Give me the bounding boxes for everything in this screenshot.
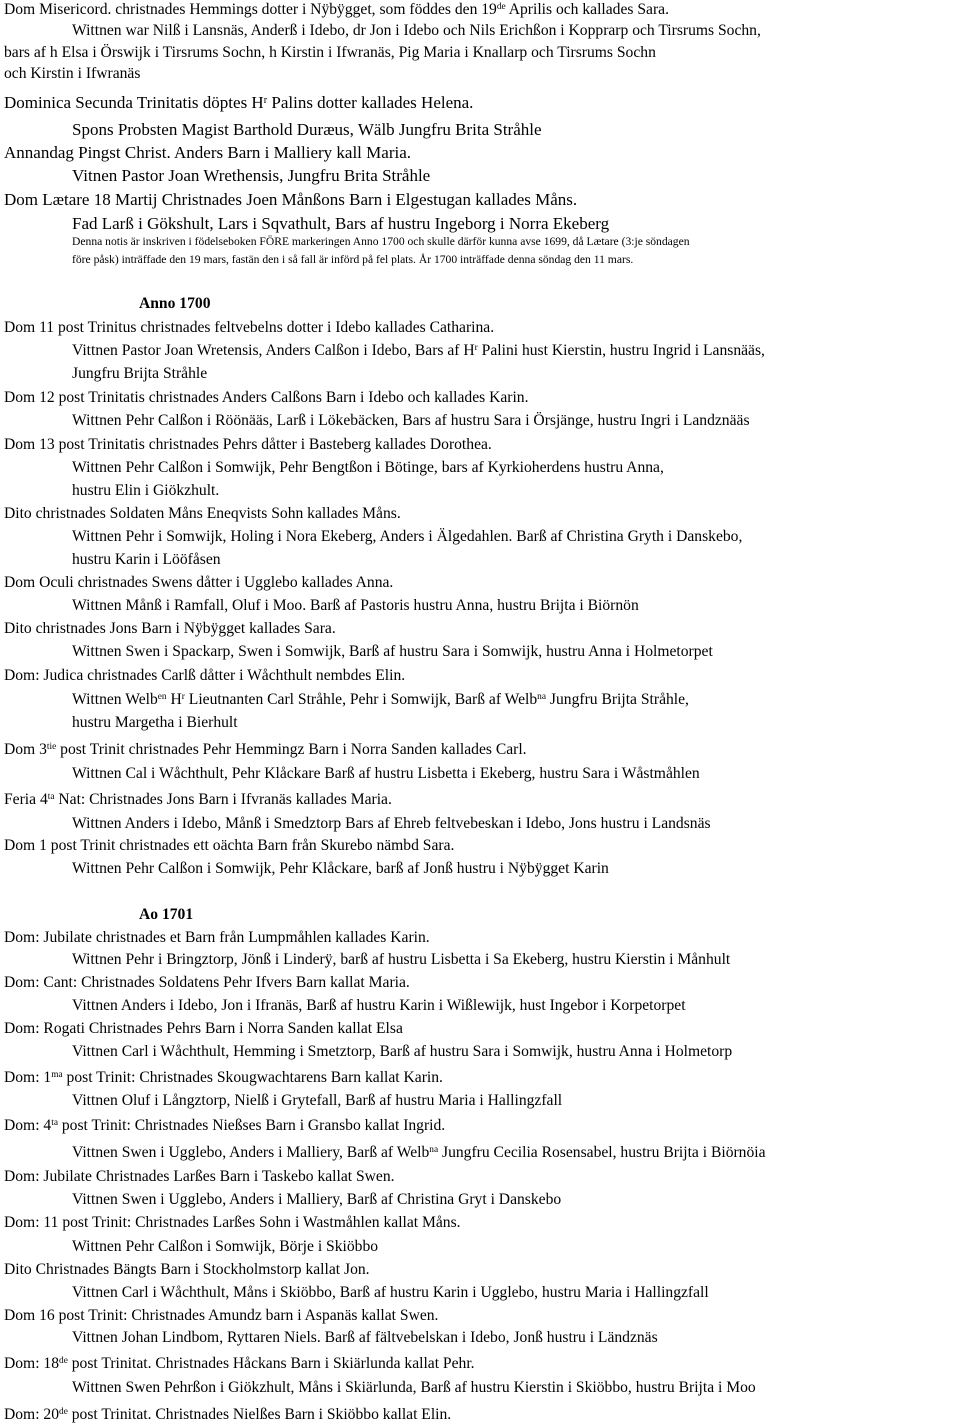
superscript: de (496, 2, 506, 13)
record-line (4, 1167, 395, 1187)
witness-line (72, 120, 542, 140)
line-text: Palini hust Kierstin, hustru Ingrid i Lansnääs, (477, 342, 765, 359)
line-text: Dito christnades Jons Barn i Nÿbÿgget kallades Sara. (4, 620, 336, 637)
record-line (4, 318, 494, 338)
witness-line (72, 859, 609, 879)
line-text: Dom: 1 (4, 1069, 52, 1086)
line-text: hustru Margetha i Bierhult (72, 714, 238, 731)
line-text: Dom 16 post Trinit: Christnades Amundz barn i Aspanäs kallat Swen. (4, 1307, 439, 1324)
line-text: hustru Elin i Giökzhult. (72, 482, 220, 499)
witness-line (72, 1190, 561, 1210)
line-text: Wittnen Swen Pehrßon i Giökzhult, Måns i Skiärlunda, Barß af hustru Kierstin i Skiöbbo, hustru Brijta i Moo (72, 1379, 756, 1396)
line-text: och Kirstin i Ifwranäs (4, 65, 141, 82)
line-text: Wittnen Pehr Calßon i Somwijk, Börje i Skiöbbo (72, 1238, 379, 1255)
witness-line (72, 690, 689, 710)
line-text: Dom Lætare 18 Martij Christnades Joen Månßons Barn i Elgestugan kallades Måns. (4, 190, 578, 209)
line-text: Wittnen Anders i Idebo, Månß i Smedztorp Bars af Ehreb feltvebeskan i Idebo, Jons hustru i Landsnäs (72, 815, 711, 832)
line-text: Dom: Jubilate Christnades Larßes Barn i Taskebo kallat Swen. (4, 1168, 395, 1185)
record-line (4, 504, 401, 524)
line-text: Dom 1 post Trinit christnades ett oächta Barn från Skurebo nämbd Sara. (4, 837, 455, 854)
line-text: Spons Probsten Magist Barthold Duræus, Wälb Jungfru Brita Stråhle (72, 120, 542, 139)
witness-line (72, 214, 609, 234)
record-line (4, 93, 473, 113)
witness-line (72, 364, 207, 384)
line-text: Vittnen Swen i Ugglebo, Anders i Malliery, Barß af Welb (72, 1144, 430, 1161)
line-text: Dom: Jubilate christnades et Barn från Lumpmåhlen kallades Karin. (4, 929, 430, 946)
line-text: Ao 1701 (139, 906, 194, 923)
witness-line (72, 1237, 378, 1257)
witness-line (72, 642, 713, 662)
line-text: Vittnen Carl i Wåchthult, Måns i Skiöbbo, Barß af hustru Karin i Ugglebo, hustru Maria i Hallingzfall (72, 1284, 709, 1301)
line-text: Fad Larß i Gökshult, Lars i Sqvathult, Bars af hustru Ingeborg i Norra Ekeberg (72, 214, 610, 233)
superscript: ta (47, 792, 55, 803)
record-line (4, 666, 405, 686)
line-text: Dom Oculi christnades Swens dåtter i Ugglebo kallades Anna. (4, 574, 394, 591)
witness-line (72, 1328, 658, 1348)
record-line (4, 790, 392, 810)
line-text: Vittnen Johan Lindbom, Ryttaren Niels. Barß af fältvebelskan i Idebo, Jonß hustru i Ländznäs (72, 1329, 658, 1346)
superscript: ma (51, 1070, 63, 1081)
note-line (72, 253, 633, 267)
witness-line (72, 1042, 732, 1062)
line-text: Dom: Rogati Christnades Pehrs Barn i Norra Sanden kallat Elsa (4, 1020, 403, 1037)
line-text: Dom: Judica christnades Carlß dåtter i Wåchthult nembdes Elin. (4, 667, 406, 684)
year-heading (139, 905, 193, 925)
record-line (4, 619, 336, 639)
superscript: ta (51, 1118, 58, 1129)
superscript: de (59, 1356, 68, 1367)
line-text: H (166, 691, 182, 708)
line-text: före påsk) inträffade den 19 mars, fastän den i så fall är införd på fel plats. År 1700 inträffade denna söndag den 11 mars. (72, 253, 634, 266)
line-text: Wittnen Welb (72, 691, 158, 708)
record-line (4, 143, 411, 163)
record-line (4, 1019, 403, 1039)
record-line (4, 1306, 438, 1326)
superscript: na (429, 1145, 439, 1156)
witness-line (72, 1091, 562, 1111)
line-text: Dito christnades Soldaten Måns Eneqvists Sohn kallades Måns. (4, 505, 401, 522)
witness-line (72, 1378, 756, 1398)
line-text: post Trinit: Christnades Skougwachtarens Barn kallat Karin. (62, 1069, 443, 1086)
record-line (4, 836, 454, 856)
record-line (4, 1260, 370, 1280)
superscript: na (537, 692, 547, 703)
line-text: Anno 1700 (139, 295, 211, 312)
line-text: Denna notis är inskriven i födelseboken FÖRE markeringen Anno 1700 och skulle därför kunna avse 1699, då Lætare (3:je söndagen (72, 235, 690, 248)
line-text: Dominica Secunda Trinitatis döptes H (4, 93, 264, 112)
record-line (4, 740, 527, 760)
superscript: r (181, 692, 185, 703)
record-line (4, 1116, 445, 1136)
witness-line (72, 713, 238, 733)
line-text: Wittnen war Nilß i Lansnäs, Anderß i Idebo, dr Jon i Idebo och Nils Erichßon i Kopprarp och Tirsrums Sochn, (72, 22, 761, 39)
witness-line (72, 814, 711, 834)
line-text: Dom: 4 (4, 1117, 52, 1134)
line-text: Wittnen Pehr i Somwijk, Holing i Nora Ekeberg, Anders i Älgedahlen. Barß af Christina Gryth i Danskebo, (72, 528, 743, 545)
line-text: post Trinitat. Christnades Nielßes Barn i Skiöbbo kallat Elin. (67, 1406, 452, 1423)
record-line (4, 388, 529, 408)
witness-line (72, 21, 761, 41)
line-text: Vittnen Anders i Idebo, Jon i Ifranäs, Barß af hustru Karin i Wißlewijk, hust Ingebor i Korpetorpet (72, 997, 686, 1014)
record-line (4, 0, 669, 20)
line-text: hustru Karin i Lööfåsen (72, 551, 221, 568)
line-text: Dom: 20 (4, 1406, 60, 1423)
line-text: Vittnen Pastor Joan Wretensis, Anders Calßon i Idebo, Bars af H (72, 342, 475, 359)
line-text: Vittnen Swen i Ugglebo, Anders i Malliery, Barß af Christina Gryt i Danskebo (72, 1191, 562, 1208)
witness-line (72, 166, 430, 186)
line-text: Dom Misericord. christnades Hemmings dotter i Nÿbÿgget, som föddes den 19 (4, 1, 497, 18)
line-text: Wittnen Pehr Calßon i Röönääs, Larß i Lökebäcken, Bars af hustru Sara i Örsjänge, hustru Ingri i Landznääs (72, 412, 750, 429)
superscript: de (59, 1407, 68, 1418)
witness-line (72, 550, 221, 570)
line-text: Dom: 18 (4, 1355, 60, 1372)
superscript: en (157, 692, 167, 703)
line-text: Jungfru Brijta Stråhle (72, 365, 208, 382)
line-text: Vittnen Oluf i Långztorp, Nielß i Grytefall, Barß af hustru Maria i Hallingzfall (72, 1092, 563, 1109)
record-line (4, 1213, 461, 1233)
line-text: post Trinit christnades Pehr Hemmingz Barn i Norra Sanden kallades Carl. (56, 741, 527, 758)
witness-line (72, 996, 686, 1016)
line-text: Lieutnanten Carl Stråhle, Pehr i Somwijk, Barß af Welb (184, 691, 538, 708)
record-line (4, 573, 393, 593)
line-text: Dom: 11 post Trinit: Christnades Larßes Sohn i Wastmåhlen kallat Måns. (4, 1214, 461, 1231)
record-line (4, 1354, 475, 1374)
line-text: Jungfru Cecilia Rosensabel, hustru Brijta i Biörnöia (438, 1144, 766, 1161)
witness-line (4, 43, 656, 63)
witness-line (72, 527, 742, 547)
line-text: Dito Christnades Bängts Barn i Stockholmstorp kallat Jon. (4, 1261, 370, 1278)
line-text: Wittnen Swen i Spackarp, Swen i Somwijk, Barß af hustru Sara i Somwijk, hustru Anna i Holmetorpet (72, 643, 713, 660)
superscript: r (474, 343, 478, 354)
record-line (4, 190, 577, 210)
line-text: Dom 12 post Trinitatis christnades Anders Calßons Barn i Idebo och kallades Karin. (4, 389, 529, 406)
witness-line (72, 596, 639, 616)
line-text: Palins dotter kallades Helena. (267, 93, 474, 112)
witness-line (72, 1283, 709, 1303)
line-text: Feria 4 (4, 791, 48, 808)
line-text: Dom 13 post Trinitatis christnades Pehrs dåtter i Basteberg kallades Dorothea. (4, 436, 492, 453)
line-text: post Trinitat. Christnades Håckans Barn i Skiärlunda kallat Pehr. (67, 1355, 475, 1372)
line-text: Aprilis och kallades Sara. (505, 1, 669, 18)
witness-line (72, 341, 765, 361)
line-text: Dom 3 (4, 741, 47, 758)
witness-line (72, 458, 664, 478)
year-heading (139, 294, 211, 314)
line-text: Wittnen Pehr Calßon i Somwijk, Pehr Bengtßon i Bötinge, bars af Kyrkioherdens hustru Anna, (72, 459, 664, 476)
line-text: Dom 11 post Trinitus christnades feltvebelns dotter i Idebo kallades Catharina. (4, 319, 495, 336)
line-text: Dom: Cant: Christnades Soldatens Pehr Ifvers Barn kallat Maria. (4, 974, 410, 991)
line-text: Vittnen Carl i Wåchthult, Hemming i Smetztorp, Barß af hustru Sara i Somwijk, hustru Anna i Holmetorp (72, 1043, 733, 1060)
line-text: Wittnen Pehr Calßon i Somwijk, Pehr Klåckare, barß af Jonß hustru i Nÿbÿgget Karin (72, 860, 609, 877)
record-line (4, 928, 430, 948)
line-text: Jungfru Brijta Stråhle, (546, 691, 689, 708)
superscript: r (263, 94, 268, 106)
line-text: post Trinit: Christnades Nießses Barn i Gransbo kallat Ingrid. (57, 1117, 446, 1134)
record-line (4, 1405, 451, 1425)
line-text: Annandag Pingst Christ. Anders Barn i Malliery kall Maria. (4, 143, 411, 162)
record-line (4, 1068, 443, 1088)
line-text: bars af h Elsa i Örswijk i Tirsrums Sochn, h Kirstin i Ifwranäs, Pig Maria i Knallarp och Tirsrums Sochn (4, 44, 656, 61)
superscript: tie (46, 742, 57, 753)
witness-line (4, 64, 140, 84)
line-text: Vitnen Pastor Joan Wrethensis, Jungfru Brita Stråhle (72, 166, 431, 185)
line-text: Wittnen Pehr i Bringztorp, Jönß i Linderÿ, barß af hustru Lisbetta i Sa Ekeberg, hustru Kierstin i Månhult (72, 951, 731, 968)
witness-line (72, 764, 700, 784)
witness-line (72, 411, 750, 431)
witness-line (72, 481, 219, 501)
witness-line (72, 1143, 766, 1163)
record-line (4, 973, 410, 993)
line-text: Wittnen Cal i Wåchthult, Pehr Klåckare Barß af hustru Lisbetta i Ekeberg, hustru Sara i Wåstmåhlen (72, 765, 700, 782)
witness-line (72, 950, 730, 970)
note-line (72, 235, 690, 249)
record-line (4, 435, 492, 455)
line-text: Nat: Christnades Jons Barn i Ifvranäs kallades Maria. (54, 791, 392, 808)
line-text: Wittnen Månß i Ramfall, Oluf i Moo. Barß af Pastoris hustru Anna, hustru Brijta i Biörnön (72, 597, 639, 614)
